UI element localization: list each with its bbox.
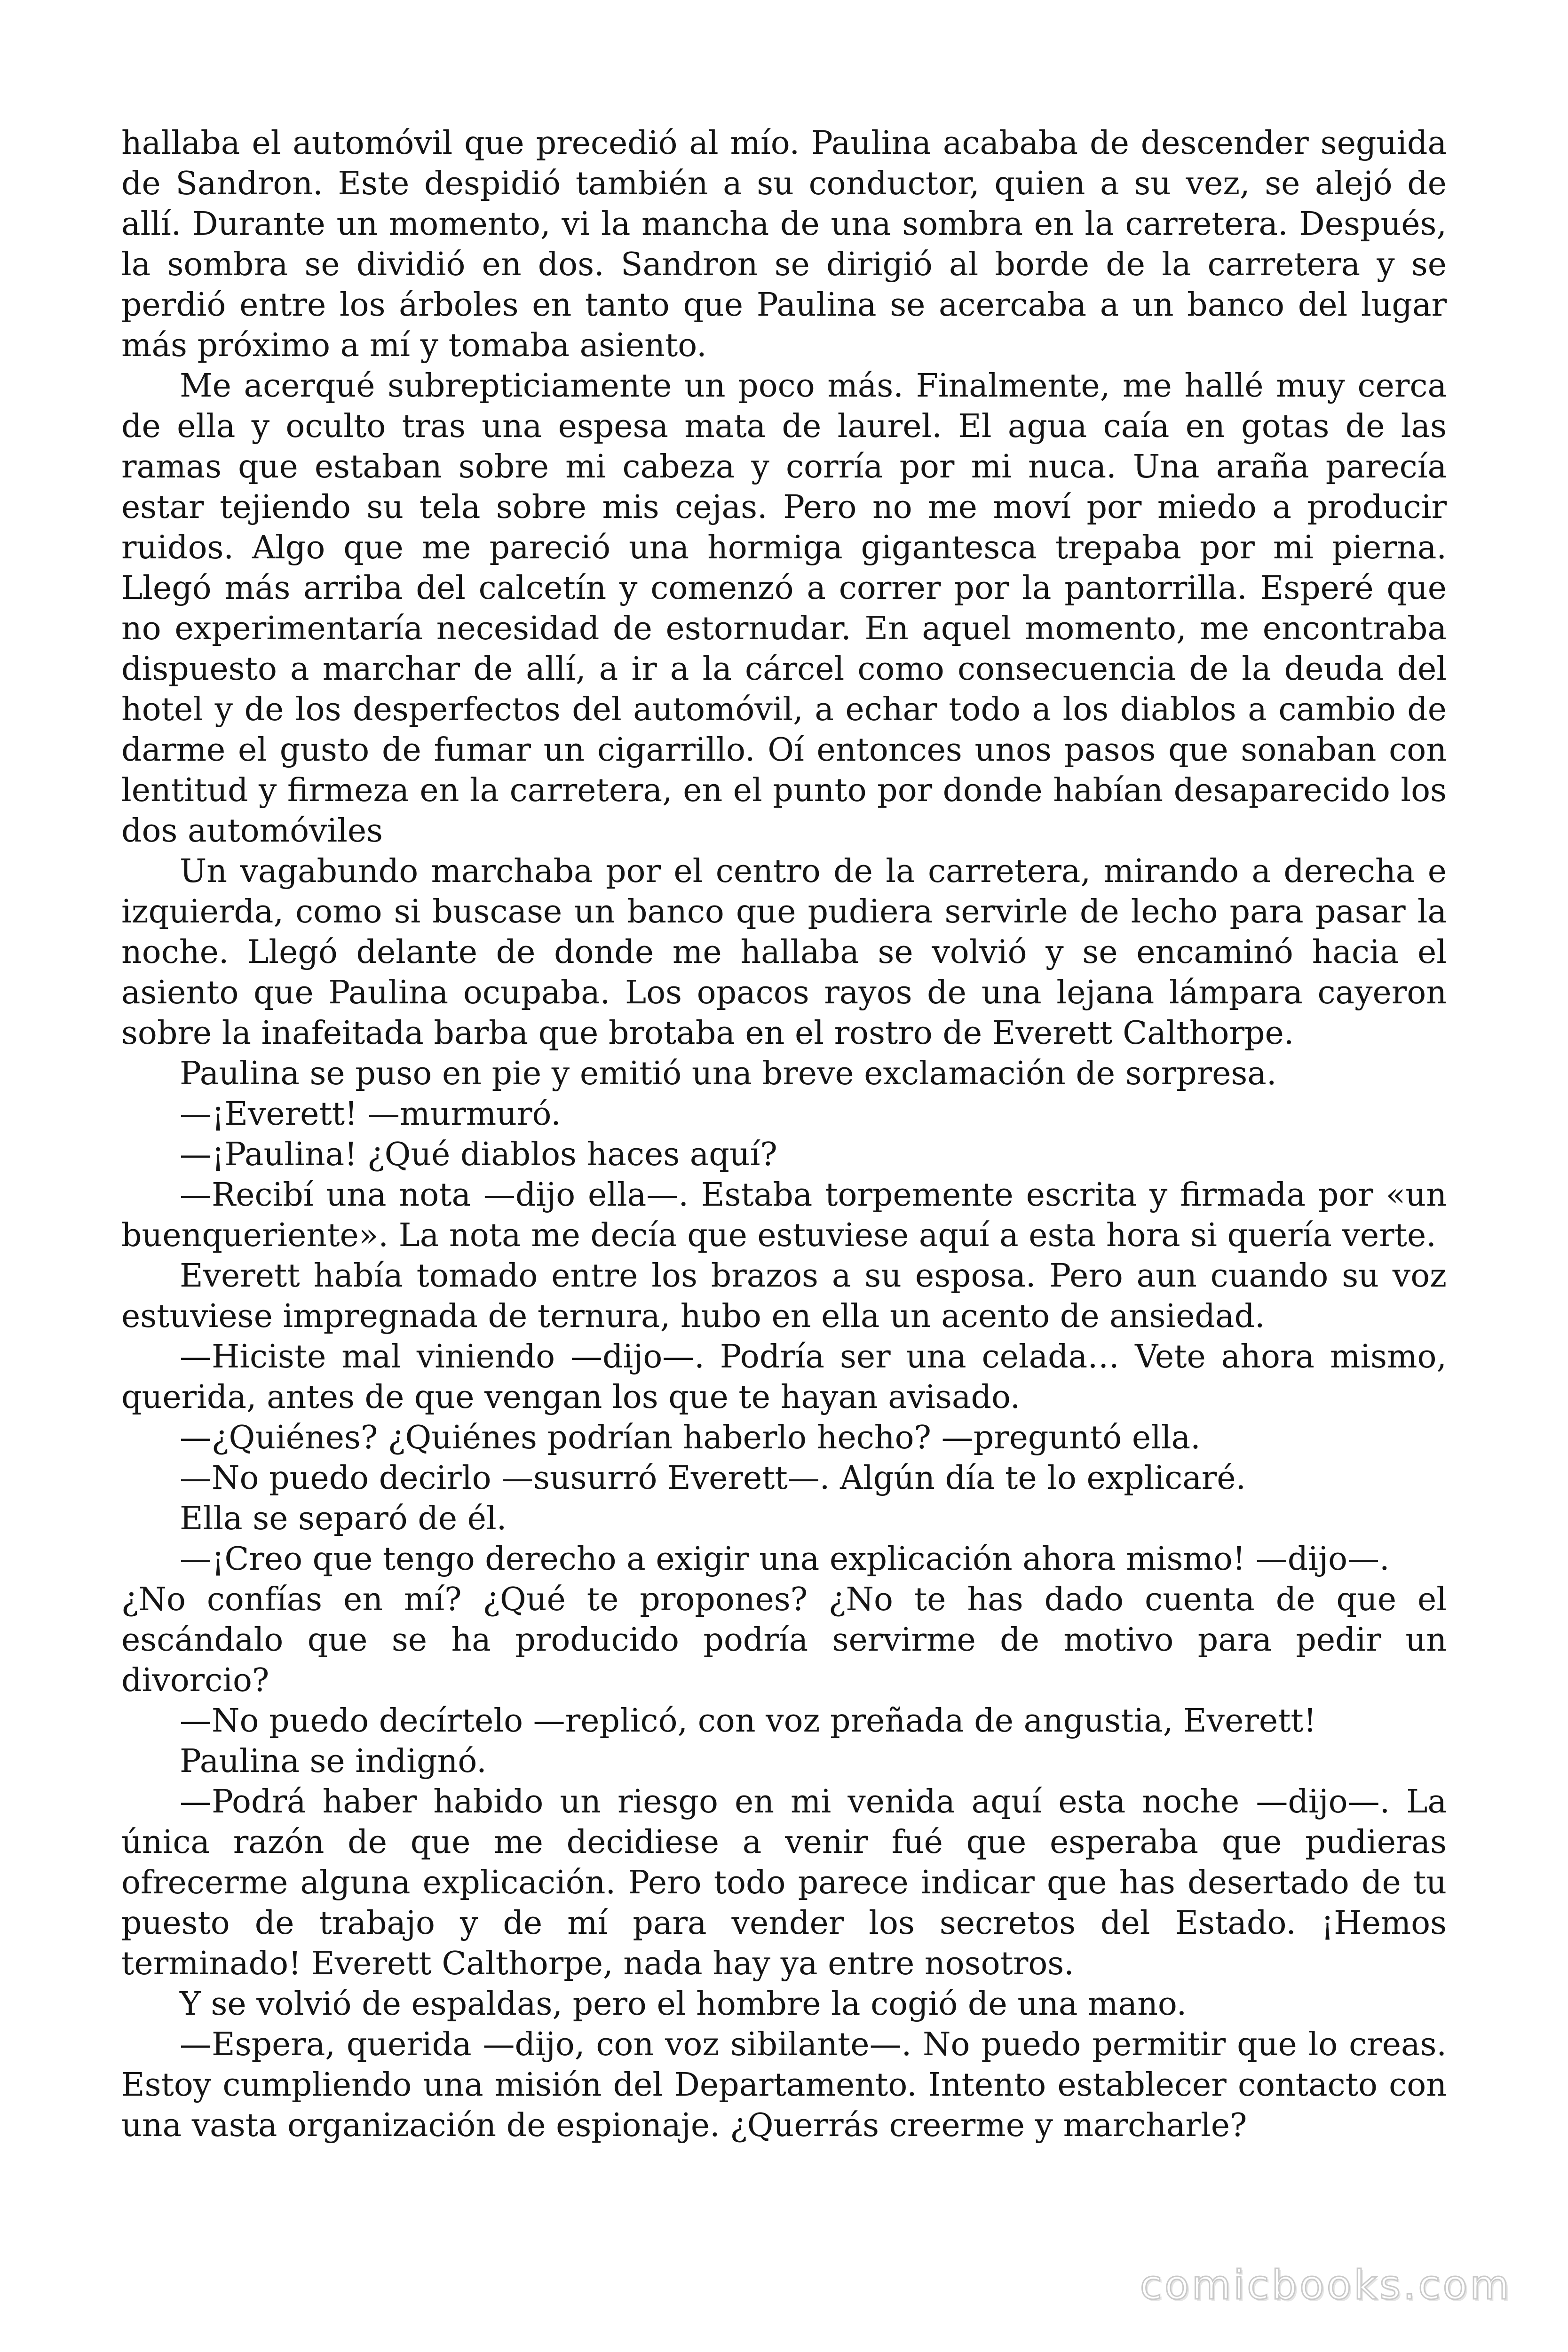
dialogue-line: —No puedo decírtelo —replicó, con voz preñada de angustia, Everett! <box>180 1702 1317 1740</box>
dialogue-continuation: ¿No confías en mí? ¿Qué te propones? ¿No te has dado cuenta de que el escándalo que se ha producido podría servirme de motivo para pedir un divorcio? <box>121 1581 1447 1699</box>
paragraph: Y se volvió de espaldas, pero el hombre la cogió de una mano. <box>180 1986 1187 2023</box>
paragraph: hallaba el automóvil que precedió al mío. Paulina acababa de descender seguida de Sandron. Este despidió también a su conductor, quien a su vez, se alejó de allí. Durante un momento, vi la mancha de una sombra en la carretera. Después, la sombra se dividió en dos. Sandron se dirigió al borde de la carretera y se perdió entre los árboles en tanto que Paulina se acercaba a un banco del lugar más próximo a mí y tomaba asiento. <box>121 125 1447 364</box>
dialogue-line: —¡Creo que tengo derecho a exigir una explicación ahora mismo! —dijo—. <box>180 1541 1390 1578</box>
paragraph: Paulina se puso en pie y emitió una breve exclamación de sorpresa. <box>180 1055 1277 1092</box>
book-page-text <box>121 123 1447 2146</box>
dialogue-line: —¡Everett! —murmuró. <box>180 1096 561 1133</box>
dialogue-line: —¡Paulina! ¿Qué diablos haces aquí? <box>180 1136 777 1173</box>
paragraph: Paulina se indignó. <box>180 1743 487 1780</box>
dialogue-line: —No puedo decirlo —susurró Everett—. Algún día te lo explicaré. <box>180 1460 1246 1497</box>
dialogue-line: —Hiciste mal viniendo —dijo—. Podría ser una celada… Vete ahora mismo, querida, antes de que vengan los que te hayan avisado. <box>121 1338 1447 1416</box>
paragraph: Everett había tomado entre los brazos a su esposa. Pero aun cuando su voz estuviese impregnada de ternura, hubo en ella un acento de ansiedad. <box>121 1257 1447 1335</box>
paragraph: Ella se separó de él. <box>180 1500 507 1537</box>
paragraph: Me acerqué subrepticiamente un poco más. Finalmente, me hallé muy cerca de ella y oculto tras una espesa mata de laurel. El agua caía en gotas de las ramas que estaban sobre mi cabeza y corría por mi nuca. Una araña parecía estar tejiendo su tela sobre mis cejas. Pero no me moví por miedo a producir ruidos. Algo que me pareció una hormiga gigantesca trepaba por mi pierna. Llegó más arriba del calcetín y comenzó a correr por la pantorrilla. Esperé que no experimentaría necesidad de estornudar. En aquel momento, me encontraba dispuesto a marchar de allí, a ir a la cárcel como consecuencia de la deuda del hotel y de los desperfectos del automóvil, a echar todo a los diablos a cambio de darme el gusto de fumar un cigarrillo. Oí entonces unos pasos que sonaban con lentitud y firmeza en la carretera, en el punto por donde habían desaparecido los dos automóviles <box>121 367 1447 850</box>
dialogue-line: —Recibí una nota —dijo ella—. Estaba torpemente escrita y firmada por «un buenqueriente». La nota me decía que estuviese aquí a esta hora si quería verte. <box>121 1176 1447 1254</box>
watermark-logo: comicbooks.com <box>1140 2262 1512 2309</box>
paragraph: Un vagabundo marchaba por el centro de la carretera, mirando a derecha e izquierda, como si buscase un banco que pudiera servirle de lecho para pasar la noche. Llegó delante de donde me hallaba se volvió y se encaminó hacia el asiento que Paulina ocupaba. Los opacos rayos de una lejana lámpara cayeron sobre la inafeitada barba que brotaba en el rostro de Everett Calthorpe. <box>121 853 1447 1052</box>
dialogue-line: —Podrá haber habido un riesgo en mi venida aquí esta noche —dijo—. La única razón de que me decidiese a venir fué que esperaba que pudieras ofrecerme alguna explicación. Pero todo parece indicar que has desertado de tu puesto de trabajo y de mí para vender los secretos del Estado. ¡Hemos terminado! Everett Calthorpe, nada hay ya entre nosotros. <box>121 1783 1447 1982</box>
dialogue-line: —Espera, querida —dijo, con voz sibilante—. No puedo permitir que lo creas. Estoy cumpliendo una misión del Departamento. Intento establecer contacto con una vasta organización de espionaje. ¿Querrás creerme y marcharle? <box>121 2026 1447 2144</box>
dialogue-line: —¿Quiénes? ¿Quiénes podrían haberlo hecho? —preguntó ella. <box>180 1419 1201 1456</box>
